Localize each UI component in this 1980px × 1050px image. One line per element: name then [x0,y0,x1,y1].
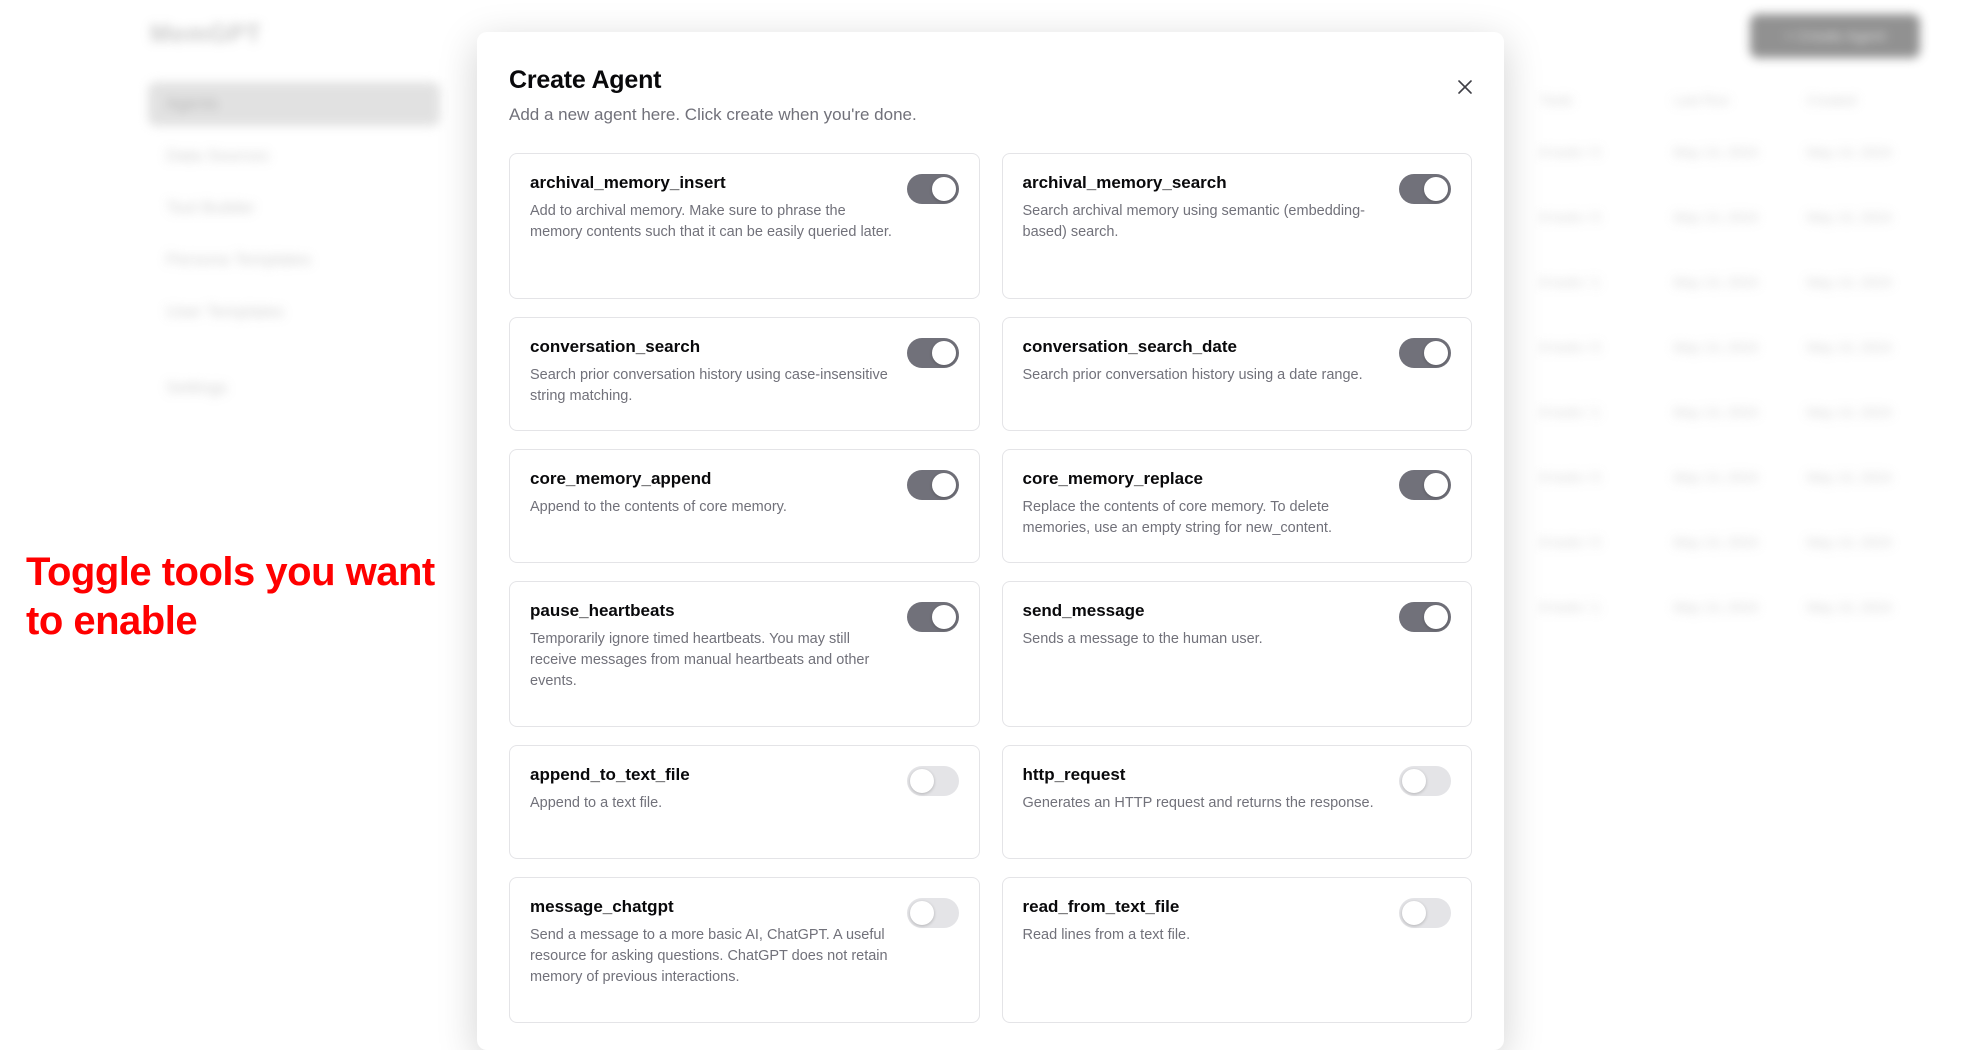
create-agent-button[interactable]: + Create Agent [1750,14,1920,58]
tool-card [509,317,980,431]
tool-toggle[interactable] [1399,174,1451,204]
sidebar-item-data-sources[interactable]: Data Sources [166,146,269,165]
table-cell: May 13, 2024 [1673,469,1759,485]
table-cell: 8 tools / 0 [1540,339,1601,355]
tool-text [1023,764,1386,814]
sidebar-item-persona-templates[interactable]: Persona Templates [166,250,312,269]
toggle-knob [932,605,956,629]
sidebar-item-settings[interactable]: Settings [166,378,228,397]
table-cell: May 13, 2024 [1673,339,1759,355]
table-cell: May 13, 2024 [1806,274,1892,290]
tool-text [530,896,893,988]
tool-name: append_to_text_file [530,765,690,784]
table-cell: May 13, 2024 [1673,209,1759,225]
tool-description: Add to archival memory. Make sure to phrase the memory contents such that it can be easily queried later. [530,203,892,241]
tool-card [509,153,980,299]
tool-description: Append to a text file. [530,795,663,812]
table-header-tools: Tools [1540,92,1573,108]
tool-text [1023,468,1386,539]
tool-text [1023,896,1386,946]
table-cell: 8 tools / 1 [1540,599,1601,615]
toggle-knob [1402,769,1426,793]
tool-name: conversation_search [530,337,701,356]
tool-toggle[interactable] [1399,338,1451,368]
tool-card [1002,877,1473,1023]
tool-card [509,449,980,563]
tool-description: Temporarily ignore timed heartbeats. You may still receive messages from manual heartbeats and other events. [530,631,870,690]
table-cell: 8 tools / 0 [1540,469,1601,485]
table-header-row [1540,92,1940,108]
table-row[interactable] [1540,272,1940,293]
table-cell: May 13, 2024 [1806,404,1892,420]
tool-text [530,600,893,692]
table-cell: 8 tools / 1 [1540,404,1601,420]
table-cell: May 13, 2024 [1806,534,1892,550]
tool-card [1002,745,1473,859]
tool-name: message_chatgpt [530,897,674,916]
table-cell: May 13, 2024 [1673,274,1759,290]
toggle-knob [1424,341,1448,365]
sidebar-item-user-templates[interactable]: User Templates [166,302,284,321]
table-cell: May 13, 2024 [1806,209,1892,225]
table-header-last-run: Last Run [1673,92,1730,108]
table-cell: May 13, 2024 [1673,144,1759,160]
table-row[interactable] [1540,207,1940,228]
sidebar-item-tool-builder[interactable]: Tool Builder [166,198,255,217]
tool-card [1002,449,1473,563]
tool-toggle[interactable] [907,766,959,796]
table-cell: May 13, 2024 [1673,534,1759,550]
tool-card [509,581,980,727]
table-cell: May 13, 2024 [1806,599,1892,615]
tool-name: pause_heartbeats [530,601,675,620]
tool-name: core_memory_append [530,469,712,488]
table-body [1540,142,1940,618]
tool-name: conversation_search_date [1022,337,1237,356]
tool-card [1002,581,1473,727]
toggle-knob [1424,177,1448,201]
tool-name: core_memory_replace [1022,469,1204,488]
agents-table [1540,92,1940,662]
tool-text [530,468,893,518]
table-cell: May 13, 2024 [1673,404,1759,420]
tool-name: read_from_text_file [1022,897,1180,916]
tool-text [1023,336,1386,386]
toggle-knob [932,473,956,497]
tool-description: Read lines from a text file. [1022,927,1191,944]
table-cell: May 13, 2024 [1806,144,1892,160]
tool-toggle[interactable] [1399,602,1451,632]
tool-text [530,764,893,814]
sidebar-divider [148,342,440,366]
tools-grid [509,153,1472,1023]
table-cell: 8 tools / 0 [1540,534,1601,550]
close-icon[interactable] [1452,74,1478,100]
tool-card [509,877,980,1023]
tool-toggle[interactable] [907,898,959,928]
sidebar [148,82,440,418]
sidebar-item-agents[interactable]: Agents [148,82,440,126]
tool-name: send_message [1022,601,1145,620]
tool-name: archival_memory_search [1022,173,1227,192]
tool-toggle[interactable] [1399,766,1451,796]
tool-toggle[interactable] [907,174,959,204]
table-row[interactable] [1540,142,1940,163]
tool-description: Send a message to a more basic AI, ChatGPT. A useful resource for asking questions. ChatGPT does not retain memory of previous interactions. [530,927,888,986]
table-cell: May 13, 2024 [1806,339,1892,355]
tool-card [509,745,980,859]
tool-text [530,336,893,407]
table-cell: 8 tools / 0 [1540,209,1601,225]
tool-description: Generates an HTTP request and returns the response. [1022,795,1374,812]
tool-toggle[interactable] [907,602,959,632]
toggle-knob [1424,473,1448,497]
tool-toggle[interactable] [1399,470,1451,500]
tool-description: Search prior conversation history using a date range. [1022,367,1363,384]
annotation-text: Toggle tools you want to enable [26,550,435,643]
create-agent-dialog [477,32,1504,1050]
table-cell: May 13, 2024 [1806,469,1892,485]
toggle-knob [932,177,956,201]
table-row[interactable] [1540,597,1940,618]
tool-toggle[interactable] [1399,898,1451,928]
toggle-knob [1402,901,1426,925]
toggle-knob [1424,605,1448,629]
tool-text [530,172,893,243]
tool-card [1002,317,1473,431]
tool-toggle[interactable] [907,470,959,500]
toggle-knob [910,769,934,793]
app-brand: MemGPT [150,20,262,48]
table-row[interactable] [1540,337,1940,358]
dialog-subtitle: Add a new agent here. Click create when you're done. [509,105,917,124]
tool-description: Sends a message to the human user. [1022,631,1263,648]
tool-name: archival_memory_insert [530,173,726,192]
tool-card [1002,153,1473,299]
table-cell: 8 tools / 0 [1540,144,1601,160]
tool-description: Replace the contents of core memory. To delete memories, use an empty string for new_content. [1022,499,1332,537]
tool-toggle[interactable] [907,338,959,368]
table-cell: 8 tools / 1 [1540,274,1601,290]
table-row[interactable] [1540,532,1940,553]
tool-description: Search prior conversation history using case-insensitive string matching. [530,367,888,405]
tool-description: Search archival memory using semantic (embedding-based) search. [1022,203,1366,241]
toggle-knob [932,341,956,365]
table-header-created: Created [1806,92,1857,108]
tool-text [1023,600,1386,650]
dialog-title: Create Agent [509,66,662,94]
table-cell: May 13, 2024 [1673,599,1759,615]
tool-text [1023,172,1386,243]
tool-name: http_request [1022,765,1126,784]
table-row[interactable] [1540,467,1940,488]
table-row[interactable] [1540,402,1940,423]
tool-description: Append to the contents of core memory. [530,499,787,516]
toggle-knob [910,901,934,925]
